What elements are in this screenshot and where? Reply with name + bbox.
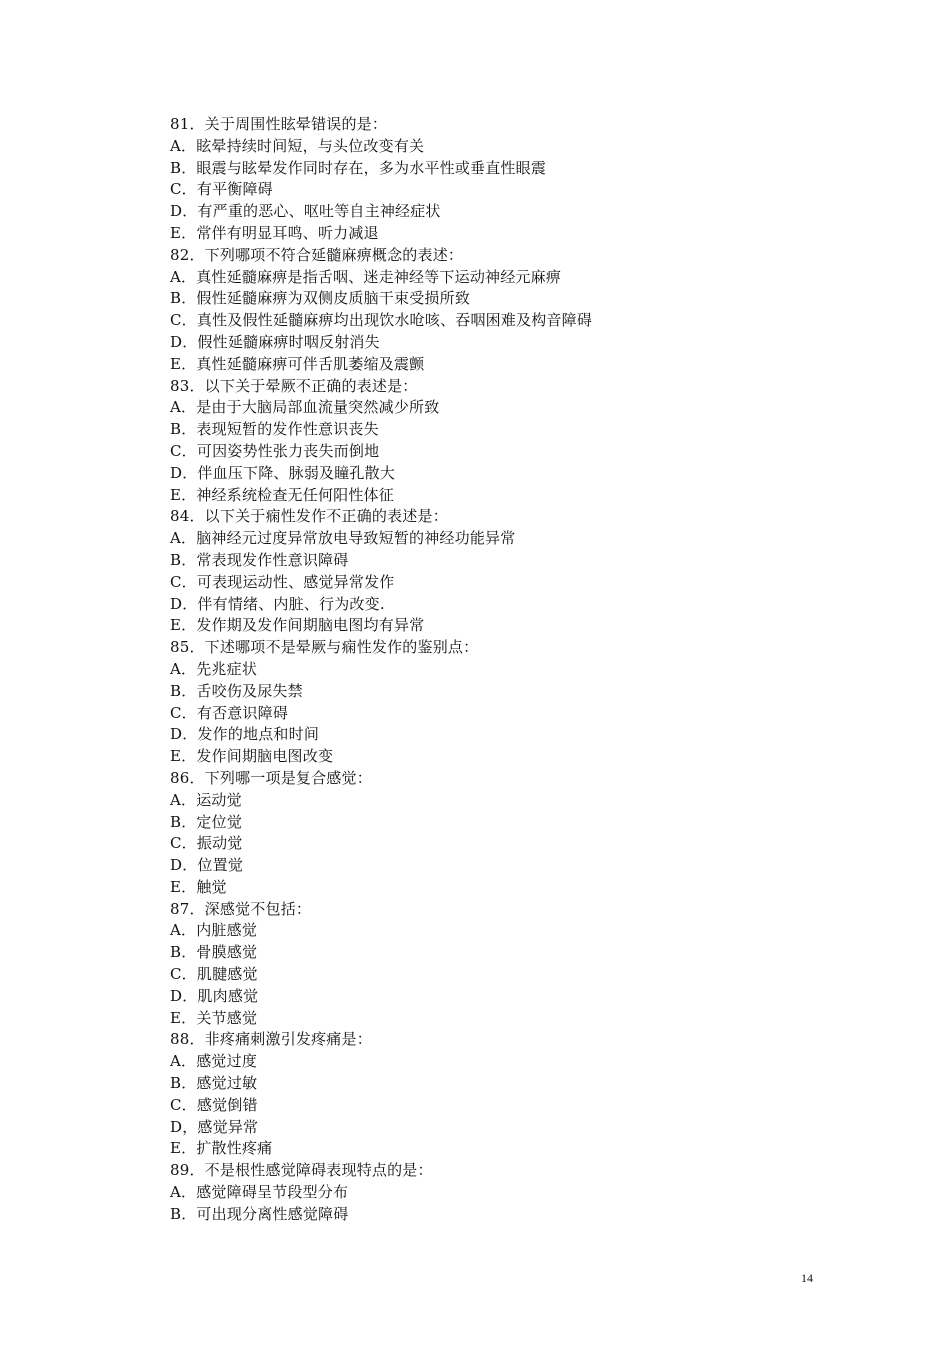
answer-option: B．假性延髓麻痹为双侧皮质脑干束受损所致 bbox=[170, 289, 471, 308]
answer-option: D．发作的地点和时间 bbox=[170, 725, 320, 744]
answer-option: C．真性及假性延髓麻痹均出现饮水呛咳、吞咽困难及构音障碍 bbox=[170, 311, 593, 330]
answer-option: B．感觉过敏 bbox=[170, 1074, 258, 1093]
answer-option: A．是由于大脑局部血流量突然减少所致 bbox=[170, 398, 440, 417]
answer-option: E．神经系统检查无任何阳性体征 bbox=[170, 485, 394, 504]
answer-option: E．发作间期脑电图改变 bbox=[170, 747, 334, 766]
answer-option: D．假性延髓麻痹时咽反射消失 bbox=[170, 332, 380, 351]
answer-option: D，感觉异常 bbox=[170, 1117, 259, 1136]
question-stem: 85．下述哪项不是晕厥与痫性发作的鉴别点： bbox=[170, 638, 479, 657]
answer-option: C．有平衡障碍 bbox=[170, 180, 273, 199]
answer-option: D．有严重的恶心、呕吐等自主神经症状 bbox=[170, 202, 441, 221]
answer-option: A．脑神经元过度异常放电导致短暂的神经功能异常 bbox=[170, 529, 516, 548]
answer-option: A．先兆症状 bbox=[170, 659, 258, 678]
answer-option: C．振动觉 bbox=[170, 834, 243, 853]
answer-option: E．常伴有明显耳鸣、听力减退 bbox=[170, 223, 379, 242]
question-stem: 87．深感觉不包括： bbox=[170, 899, 312, 918]
answer-option: A．感觉过度 bbox=[170, 1052, 258, 1071]
answer-option: B．可出现分离性感觉障碍 bbox=[170, 1204, 349, 1223]
answer-option: E．真性延髓麻痹可伴舌肌萎缩及震颤 bbox=[170, 354, 425, 373]
answer-option: D．肌肉感觉 bbox=[170, 986, 259, 1005]
answer-option: B．定位觉 bbox=[170, 812, 243, 831]
answer-option: C．可表现运动性、感觉异常发作 bbox=[170, 572, 395, 591]
answer-option: C．感觉倒错 bbox=[170, 1095, 258, 1114]
answer-option: A．真性延髓麻痹是指舌咽、迷走神经等下运动神经元麻痹 bbox=[170, 267, 562, 286]
answer-option: B．眼震与眩晕发作同时存在，多为水平性或垂直性眼震 bbox=[170, 158, 547, 177]
answer-option: D．位置觉 bbox=[170, 856, 244, 875]
answer-option: C．可因姿势性张力丧失而倒地 bbox=[170, 441, 380, 460]
answer-option: A．感觉障碍呈节段型分布 bbox=[170, 1183, 349, 1202]
answer-option: B．表现短暂的发作性意识丧失 bbox=[170, 420, 379, 439]
question-stem: 89．不是根性感觉障碍表现特点的是： bbox=[170, 1161, 433, 1180]
answer-option: D．伴血压下降、脉弱及瞳孔散大 bbox=[170, 463, 396, 482]
question-stem: 83．以下关于晕厥不正确的表述是： bbox=[170, 376, 418, 395]
question-stem: 81．关于周围性眩晕错误的是： bbox=[170, 115, 388, 133]
answer-option: E．关节感觉 bbox=[170, 1008, 258, 1027]
answer-option: C．有否意识障碍 bbox=[170, 703, 289, 722]
answer-option: B．常表现发作性意识障碍 bbox=[170, 550, 349, 569]
answer-option: A．运动觉 bbox=[170, 790, 242, 809]
answer-option: E．扩散性疼痛 bbox=[170, 1139, 273, 1158]
answer-option: D．伴有情绪、内脏、行为改变. bbox=[170, 594, 385, 613]
question-stem: 86．下列哪一项是复合感觉： bbox=[170, 768, 372, 787]
answer-option: B．骨膜感觉 bbox=[170, 943, 258, 962]
page-number: 14 bbox=[801, 1271, 813, 1285]
answer-option: C．肌腱感觉 bbox=[170, 965, 258, 984]
answer-option: E．发作期及发作间期脑电图均有异常 bbox=[170, 616, 425, 635]
answer-option: A．内脏感觉 bbox=[170, 921, 258, 940]
question-stem: 84．以下关于痫性发作不正确的表述是： bbox=[170, 507, 448, 526]
answer-option: A．眩晕持续时间短，与头位改变有关 bbox=[170, 136, 425, 155]
question-stem: 88．非疼痛刺激引发疼痛是： bbox=[170, 1030, 372, 1049]
answer-option: E．触觉 bbox=[170, 877, 227, 896]
question-stem: 82．下列哪项不符合延髓麻痹概念的表述： bbox=[170, 245, 464, 264]
answer-option: B．舌咬伤及尿失禁 bbox=[170, 681, 303, 700]
question-list bbox=[170, 114, 870, 1226]
